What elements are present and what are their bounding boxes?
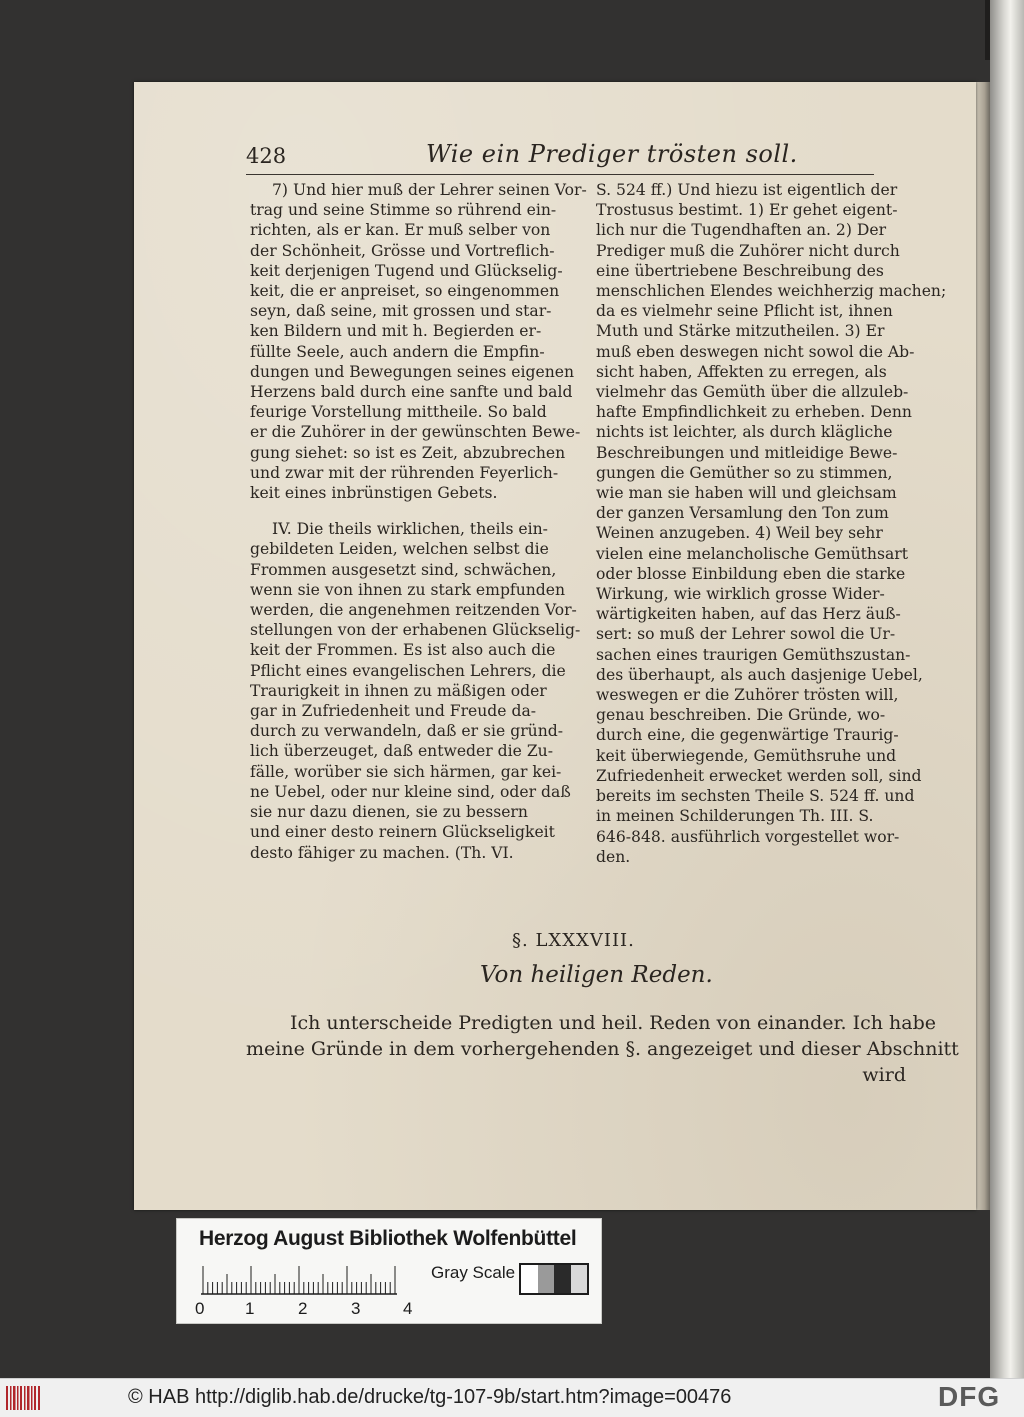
- text-line: Zufriedenheit erwecket werden soll, sind: [596, 766, 922, 785]
- text-line: menschlichen Elendes weichherzig machen;: [596, 282, 947, 301]
- section-title: Von heiligen Reden.: [480, 962, 713, 988]
- ruler-number: 2: [298, 1299, 308, 1318]
- text-line: wenn sie von ihnen zu stark empfunden: [250, 580, 566, 599]
- text-line: fälle, worüber sie sich härmen, gar kei-: [250, 762, 562, 781]
- text-line: füllte Seele, auch andern die Empfin-: [250, 342, 545, 361]
- text-line: gung siehet: so ist es Zeit, abzubrechen: [250, 443, 566, 462]
- text-line: keit, die er anpreiset, so eingenommen: [250, 282, 560, 301]
- ruler-scale: [201, 1265, 397, 1295]
- dfg-logo: DFG: [938, 1381, 1001, 1412]
- text-line: und zwar mit der rührenden Feyerlich-: [250, 463, 559, 482]
- text-line: lich überzeuget, daß entweder die Zu-: [250, 742, 553, 761]
- header-rule: [246, 174, 874, 175]
- ruler-number: 1: [245, 1299, 255, 1318]
- right-column: [596, 180, 947, 867]
- text-line: er die Zuhörer in der gewünschten Bewe-: [250, 423, 581, 442]
- library-scale-card: [176, 1218, 602, 1324]
- text-line: Traurigkeit in ihnen zu mäßigen oder: [250, 681, 547, 700]
- text-line: Trostusus bestimt. 1) Er gehet eigent-: [596, 201, 898, 220]
- text-line: Pflicht eines evangelischen Lehrers, die: [250, 661, 566, 680]
- text-line: lich nur die Tugendhaften an. 2) Der: [596, 221, 887, 240]
- gray-scale-label: Gray Scale: [431, 1263, 516, 1282]
- page-number: 428: [246, 144, 287, 168]
- text-line: ken Bildern und mit h. Begierden er-: [250, 322, 542, 341]
- book-page: [134, 82, 976, 1210]
- copyright-url[interactable]: © HAB http://diglib.hab.de/drucke/tg-107-9b/start.htm?image=00476: [128, 1386, 732, 1408]
- page-binding-strip: [990, 0, 1024, 1378]
- text-line: durch eine, die gegenwärtige Traurig-: [596, 726, 899, 745]
- text-line: wärtigkeiten haben, auf das Herz äuß-: [596, 605, 901, 624]
- text-line: feurige Vorstellung mittheile. So bald: [250, 403, 547, 422]
- text-line: Wirkung, wie wirklich grosse Wider-: [596, 585, 885, 604]
- text-line: bereits im sechsten Theile S. 524 ff. und: [596, 787, 915, 806]
- text-line: 646-848. ausführlich vorgestellet wor-: [596, 827, 900, 846]
- text-line: keit der Frommen. Es ist also auch die: [250, 641, 556, 660]
- text-line: IV. Die theils wirklichen, theils ein-: [272, 520, 548, 539]
- gray-swatch-black: [554, 1265, 571, 1293]
- text-line: und einer desto reinern Glückseligkeit: [250, 823, 555, 842]
- text-line: dungen und Bewegungen seines eigenen: [250, 362, 575, 381]
- text-line: oder blosse Einbildung eben die starke: [596, 564, 906, 583]
- text-line: Frommen ausgesetzt sind, schwächen,: [250, 560, 557, 579]
- text-line: Muth und Stärke mitzutheilen. 3) Er: [596, 322, 885, 341]
- text-line: vielen eine melancholische Gemüthsart: [596, 544, 908, 563]
- library-name: Herzog August Bibliothek Wolfenbüttel: [199, 1227, 577, 1250]
- text-line: durch zu verwandeln, daß er sie gründ-: [250, 722, 564, 741]
- text-line: der ganzen Versamlung den Ton zum: [596, 504, 889, 523]
- left-column: [250, 180, 587, 863]
- text-line: S. 524 ff.) Und hiezu ist eigentlich der: [596, 181, 898, 199]
- gray-swatch-light: [571, 1265, 588, 1293]
- text-line: gebildeten Leiden, welchen selbst die: [250, 540, 549, 559]
- text-line: meine Gründe in dem vorhergehenden §. angezeiget und dieser Abschnitt: [246, 1038, 959, 1060]
- footer-bar: [0, 1378, 1024, 1417]
- text-line: in meinen Schilderungen Th. III. S.: [596, 807, 874, 826]
- text-line: keit derjenigen Tugend und Glückselig-: [250, 261, 563, 280]
- hab-barcode-logo-icon: [6, 1384, 42, 1412]
- text-line: sert: so muß der Lehrer sowol die Ur-: [596, 625, 896, 644]
- paragraph-gap: [250, 503, 562, 519]
- running-head: [246, 140, 866, 174]
- section-number: §. LXXXVIII.: [512, 930, 635, 951]
- text-line: vielmehr das Gemüth über die allzuleb-: [596, 383, 909, 402]
- text-line: den.: [596, 847, 631, 866]
- text-line: desto fähiger zu machen. (Th. VI.: [250, 843, 514, 862]
- text-line: da es vielmehr seine Pflicht ist, ihnen: [596, 302, 893, 321]
- text-line: 7) Und hier muß der Lehrer seinen Vor-: [272, 181, 587, 199]
- text-line: hafte Empfindlichkeit zu erheben. Denn: [596, 403, 912, 422]
- text-line: Beschreibungen und mitleidige Bewe-: [596, 443, 898, 462]
- ruler-number: 4: [403, 1299, 413, 1318]
- header-title: Wie ein Prediger trösten soll.: [426, 140, 798, 168]
- gray-scale-swatches: [519, 1263, 589, 1295]
- text-line: weswegen er die Zuhörer trösten will,: [596, 686, 899, 705]
- section-body: [246, 1010, 959, 1088]
- text-line: nichts ist leichter, als durch klägliche: [596, 423, 893, 442]
- text-line: ne Uebel, oder nur kleine sind, oder daß: [250, 782, 571, 801]
- text-line: Herzens bald durch eine sanfte und bald: [250, 383, 573, 402]
- text-line: gar in Zufriedenheit und Freude da-: [250, 702, 537, 721]
- ruler-number: 0: [195, 1299, 205, 1318]
- text-line: keit überwiegende, Gemüthsruhe und: [596, 746, 897, 765]
- text-line: wie man sie haben will und gleichsam: [596, 484, 897, 503]
- text-line: keit eines inbrünstigen Gebets.: [250, 484, 498, 503]
- text-line: eine übertriebene Beschreibung des: [596, 261, 884, 280]
- text-line: trag und seine Stimme so rührend ein-: [250, 201, 557, 220]
- gray-swatch-mid: [538, 1265, 555, 1293]
- text-line: Prediger muß die Zuhörer nicht durch: [596, 241, 900, 260]
- catchword: wird: [862, 1064, 906, 1086]
- gray-swatch-white: [521, 1265, 538, 1293]
- text-line: stellungen von der erhabenen Glückselig-: [250, 621, 581, 640]
- text-line: sie nur dazu dienen, sie zu bessern: [250, 803, 528, 822]
- text-line: muß eben deswegen nicht sowol die Ab-: [596, 342, 915, 361]
- text-line: der Schönheit, Grösse und Vortreflich-: [250, 241, 555, 260]
- text-line: seyn, daß seine, mit grossen und star-: [250, 302, 552, 321]
- text-line: richten, als er kan. Er muß selber von: [250, 221, 551, 240]
- text-line: gungen die Gemüther so zu stimmen,: [596, 463, 893, 482]
- text-line: sicht haben, Affekten zu erregen, als: [596, 362, 887, 381]
- text-line: Weinen anzugeben. 4) Weil bey sehr: [596, 524, 883, 543]
- text-line: sachen eines traurigen Gemüthszustan-: [596, 645, 911, 664]
- text-line: Ich unterscheide Predigten und heil. Reden von einander. Ich habe: [290, 1012, 936, 1034]
- page-edge: [976, 82, 990, 1210]
- text-line: genau beschreiben. Die Gründe, wo-: [596, 706, 886, 725]
- text-line: werden, die angenehmen reitzenden Vor-: [250, 601, 577, 620]
- text-line: des überhaupt, als auch dasjenige Uebel,: [596, 665, 923, 684]
- ruler-number: 3: [351, 1299, 361, 1318]
